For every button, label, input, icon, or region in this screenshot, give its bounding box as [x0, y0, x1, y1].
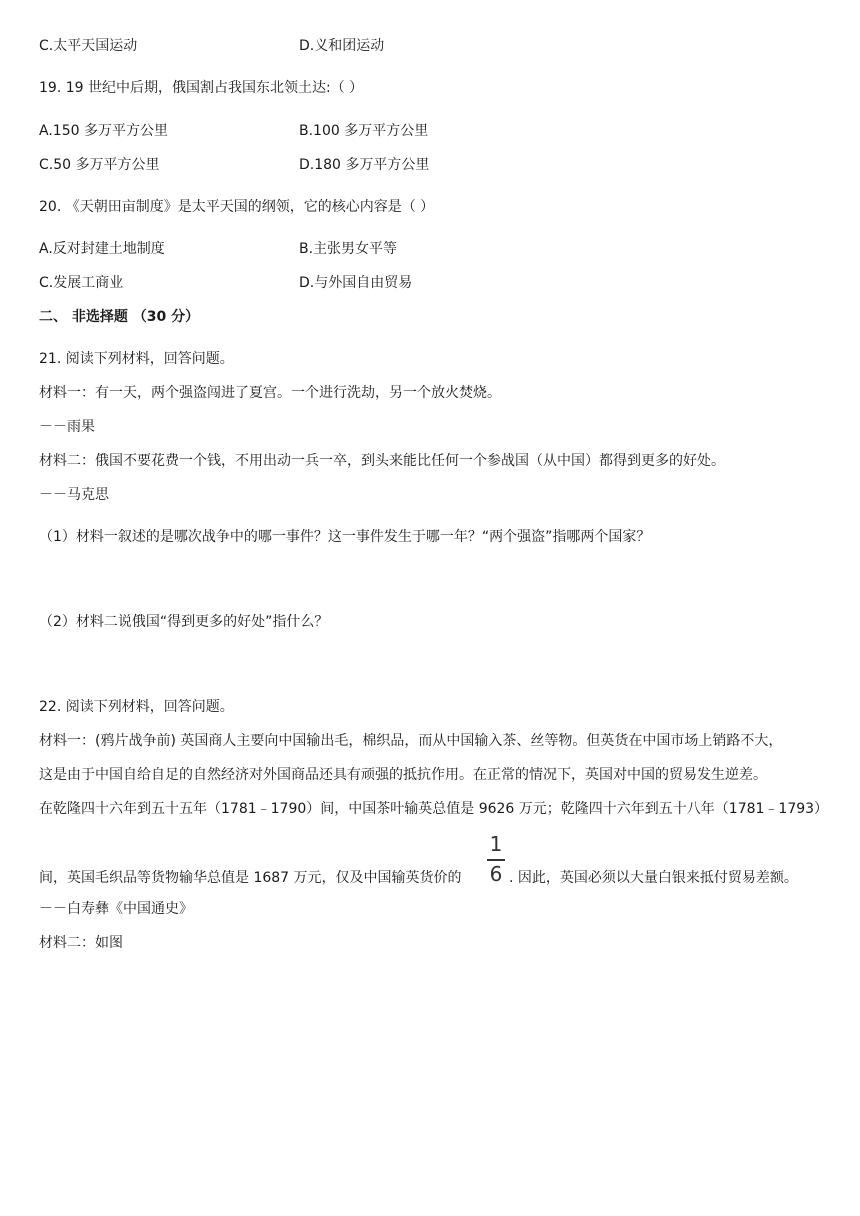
q19-option-c: C.50 多万平方公里	[39, 157, 160, 173]
q21-subquestion-1: （1）材料一叙述的是哪次战争中的哪一事件？这一事件发生于哪一年？“两个强盗”指哪两个国家？	[39, 529, 651, 545]
section-heading: 二、 非选择题 （30 分）	[39, 309, 200, 325]
q20-option-a: A.反对封建土地制度	[39, 241, 165, 257]
q22-material-2: 材料二：如图	[39, 935, 123, 951]
q22-material-1-line-1: 材料一：(鸦片战争前) 英国商人主要向中国输出毛，棉织品，而从中国输入茶、丝等物。但英货在中国市场上销路不大，	[39, 733, 783, 749]
q19-stem: 19. 19 世纪中后期，俄国割占我国东北领土达:（ ）	[39, 80, 364, 96]
q22-material-1-line-4a: 间，英国毛织品等货物输华总值是 1687 万元，仅及中国输英货价的	[39, 870, 462, 886]
q21-source-2: －－马克思	[39, 487, 109, 503]
q22-material-1-line-3: 在乾隆四十六年到五十五年（1781﹣1790）间，中国茶叶输英总值是 9626 万元；乾隆四十六年到五十八年（1781﹣1793）	[39, 801, 829, 817]
q21-material-2: 材料二：俄国不要花费一个钱，不用出动一兵一卒，到头来能比任何一个参战国（从中国）都得到更多的好处。	[39, 453, 725, 469]
q22-material-1-line-4b: . 因此，英国必须以大量白银来抵付贸易差额。	[509, 870, 798, 886]
q18-option-c: C.太平天国运动	[39, 38, 138, 54]
q22-material-1-line-2: 这是由于中国自给自足的自然经济对外国商品还具有顽强的抵抗作用。在正常的情况下，英国对中国的贸易发生逆差。	[39, 767, 767, 783]
q19-option-d: D.180 多万平方公里	[299, 157, 430, 173]
fraction-one-sixth	[484, 832, 508, 886]
q20-option-d: D.与外国自由贸易	[299, 275, 413, 291]
q22-source-1: －－白寿彝《中国通史》	[39, 901, 193, 917]
q20-option-b: B.主张男女平等	[299, 241, 398, 257]
q18-option-d: D.义和团运动	[299, 38, 385, 54]
q21-subquestion-2: （2）材料二说俄国“得到更多的好处”指什么？	[39, 614, 329, 630]
q20-stem: 20. 《天朝田亩制度》是太平天国的纲领，它的核心内容是（ ）	[39, 199, 435, 215]
q19-option-a: A.150 多万平方公里	[39, 123, 168, 139]
fraction-bar	[487, 859, 505, 861]
q21-material-1: 材料一：有一天，两个强盗闯进了夏宫。一个进行洗劫，另一个放火焚烧。	[39, 385, 501, 401]
fraction-denominator: 6	[489, 862, 503, 886]
q22-stem: 22. 阅读下列材料，回答问题。	[39, 699, 234, 715]
q19-option-b: B.100 多万平方公里	[299, 123, 429, 139]
q20-option-c: C.发展工商业	[39, 275, 124, 291]
q21-source-1: －－雨果	[39, 419, 95, 435]
q21-stem: 21. 阅读下列材料，回答问题。	[39, 351, 234, 367]
fraction-numerator: 1	[489, 832, 503, 856]
